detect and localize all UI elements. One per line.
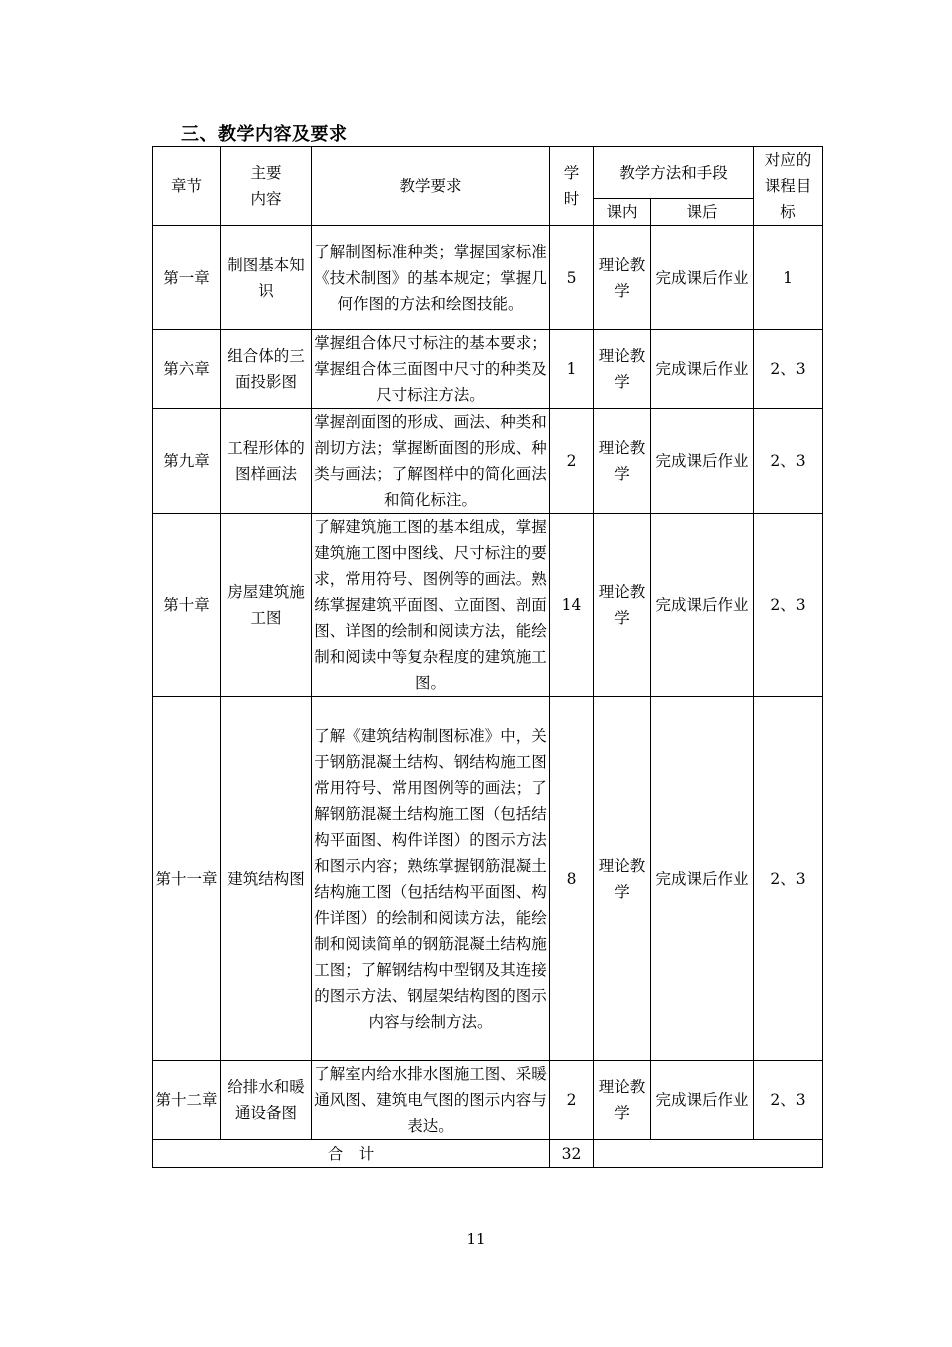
row-after-class: 完成课后作业 [651,226,754,330]
header-in-class: 课内 [594,199,651,226]
header-hours-text: 学时 [563,164,580,208]
header-objectives-text: 对应的课程目标 [764,151,812,221]
header-main-content [221,147,312,226]
row-chapter: 第十章 [153,514,221,697]
row-content: 建筑结构图 [221,697,312,1061]
row-in-class: 理论教学 [594,514,651,697]
syllabus-table [152,146,823,1168]
header-main-content-text: 主要内容 [250,164,282,208]
row-requirements: 掌握剖面图的形成、画法、种类和剖切方法；掌握断面图的形成、种类与画法；了解图样中的简化画法和简化标注。 [312,409,550,514]
total-empty [594,1140,823,1168]
row-content: 给排水和暖通设备图 [221,1061,312,1140]
header-methods [594,147,754,199]
row-chapter: 第九章 [153,409,221,514]
row-chapter: 第六章 [153,330,221,409]
row-objectives: 2、3 [754,409,823,514]
row-in-class: 理论教学 [594,409,651,514]
row-requirements: 掌握组合体尺寸标注的基本要求；掌握组合体三面图中尺寸的种类及尺寸标注方法。 [312,330,550,409]
header-objectives [754,147,823,226]
row-objectives: 2、3 [754,1061,823,1140]
row-objectives: 2、3 [754,697,823,1061]
row-hours: 14 [550,514,594,697]
total-hours: 32 [550,1140,594,1168]
row-requirements: 了解制图标准种类；掌握国家标准《技术制图》的基本规定；掌握几何作图的方法和绘图技能。 [312,226,550,330]
row-chapter: 第十二章 [153,1061,221,1140]
row-in-class: 理论教学 [594,330,651,409]
row-hours: 2 [550,409,594,514]
row-in-class: 理论教学 [594,697,651,1061]
table-row [153,514,823,697]
row-in-class: 理论教学 [594,226,651,330]
row-chapter: 第一章 [153,226,221,330]
row-content: 工程形体的图样画法 [221,409,312,514]
row-content: 制图基本知识 [221,226,312,330]
row-objectives: 2、3 [754,330,823,409]
row-hours: 1 [550,330,594,409]
row-chapter: 第十一章 [153,697,221,1061]
row-after-class: 完成课后作业 [651,409,754,514]
table-row [153,697,823,1061]
section-title: 三、教学内容及要求 [181,124,348,145]
row-requirements: 了解《建筑结构制图标准》中，关于钢筋混凝土结构、钢结构施工图常用符号、常用图例等的画法；了解钢筋混凝土结构施工图（包括结构平面图、构件详图）的图示方法和图示内容；熟练掌握钢筋混凝土结构施工图（包括结构平面图、构件详图）的绘制和阅读方法，能绘制和阅读简单的钢筋混凝土结构施工图；了解钢结构中型钢及其连接的图示方法、钢屋架结构图的图示内容与绘制方法。 [312,697,550,1061]
page-number: 11 [466,1230,486,1248]
row-after-class: 完成课后作业 [651,330,754,409]
row-requirements: 了解室内给水排水图施工图、采暖通风图、建筑电气图的图示内容与表达。 [312,1061,550,1140]
table-row [153,1061,823,1140]
row-after-class: 完成课后作业 [651,514,754,697]
table-row [153,226,823,330]
table-row [153,330,823,409]
table-row [153,409,823,514]
header-chapter: 章节 [153,147,221,226]
header-row [153,147,823,199]
row-objectives: 2、3 [754,514,823,697]
row-after-class: 完成课后作业 [651,697,754,1061]
header-requirements: 教学要求 [312,147,550,226]
header-methods-text: 教学方法和手段 [619,163,728,182]
row-hours: 8 [550,697,594,1061]
total-row [153,1140,823,1168]
row-content: 组合体的三面投影图 [221,330,312,409]
header-after-class: 课后 [651,199,754,226]
header-hours [550,147,594,226]
row-after-class: 完成课后作业 [651,1061,754,1140]
total-label: 合 计 [153,1140,550,1168]
row-in-class: 理论教学 [594,1061,651,1140]
row-hours: 2 [550,1061,594,1140]
row-content: 房屋建筑施工图 [221,514,312,697]
row-objectives: 1 [754,226,823,330]
row-hours: 5 [550,226,594,330]
row-requirements: 了解建筑施工图的基本组成，掌握建筑施工图中图线、尺寸标注的要求，常用符号、图例等的画法。熟练掌握建筑平面图、立面图、剖面图、详图的绘制和阅读方法，能绘制和阅读中等复杂程度的建筑施工图。 [312,514,550,697]
